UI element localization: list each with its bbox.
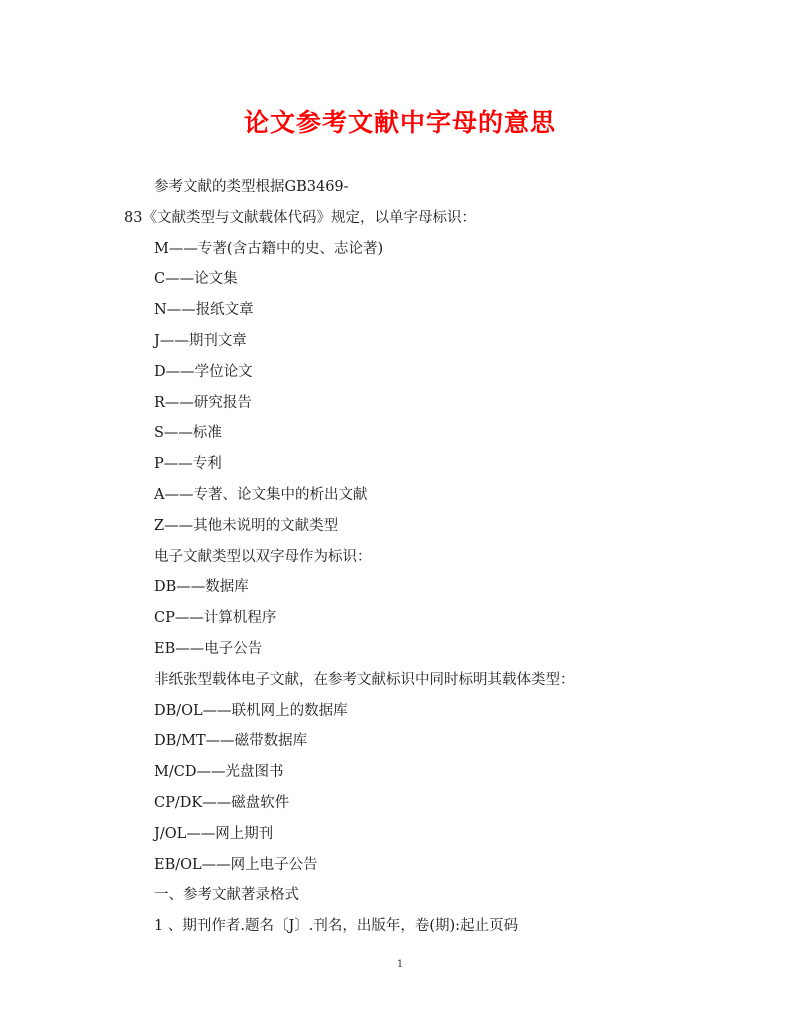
- document-body: [0, 172, 800, 942]
- body-line: 一、参考文献著录格式: [154, 887, 299, 904]
- body-line: EB/OL——网上电子公告: [154, 856, 318, 873]
- body-line: 参考文献的类型根据GB3469-: [154, 179, 349, 195]
- body-line: M——专著(含古籍中的史、志论著): [154, 240, 384, 257]
- body-line: DB——数据库: [154, 579, 249, 596]
- body-line: DB/MT——磁带数据库: [154, 733, 308, 750]
- body-line: EB——电子公告: [154, 640, 263, 657]
- body-line: 非纸张型载体电子文献，在参考文献标识中同时标明其载体类型：: [154, 671, 575, 688]
- body-line: C——论文集: [154, 271, 238, 288]
- body-line: 83《文献类型与文献载体代码》规定，以单字母标识：: [124, 209, 476, 226]
- body-line: J——期刊文章: [154, 332, 247, 349]
- body-line: 1 、期刊作者.题名〔J〕.刊名，出版年，卷(期):起止页码: [154, 918, 519, 935]
- body-line: CP/DK——磁盘软件: [154, 794, 290, 811]
- body-line: R——研究报告: [154, 394, 252, 411]
- body-line: A——专著、论文集中的析出文献: [154, 486, 368, 503]
- body-line: CP——计算机程序: [154, 610, 277, 627]
- body-line: P——专利: [154, 456, 222, 473]
- body-line: J/OL——网上期刊: [154, 825, 274, 842]
- body-line: D——学位论文: [154, 363, 253, 380]
- body-line: Z——其他未说明的文献类型: [154, 517, 339, 534]
- body-line: N——报纸文章: [154, 302, 254, 319]
- body-line: DB/OL——联机网上的数据库: [154, 702, 348, 719]
- page-number: 1: [396, 959, 404, 970]
- body-line: M/CD——光盘图书: [154, 764, 284, 781]
- body-line: S——标准: [154, 425, 222, 442]
- document-title: 论文参考文献中字母的意思: [243, 108, 556, 137]
- body-line: 电子文献类型以双字母作为标识：: [154, 548, 372, 565]
